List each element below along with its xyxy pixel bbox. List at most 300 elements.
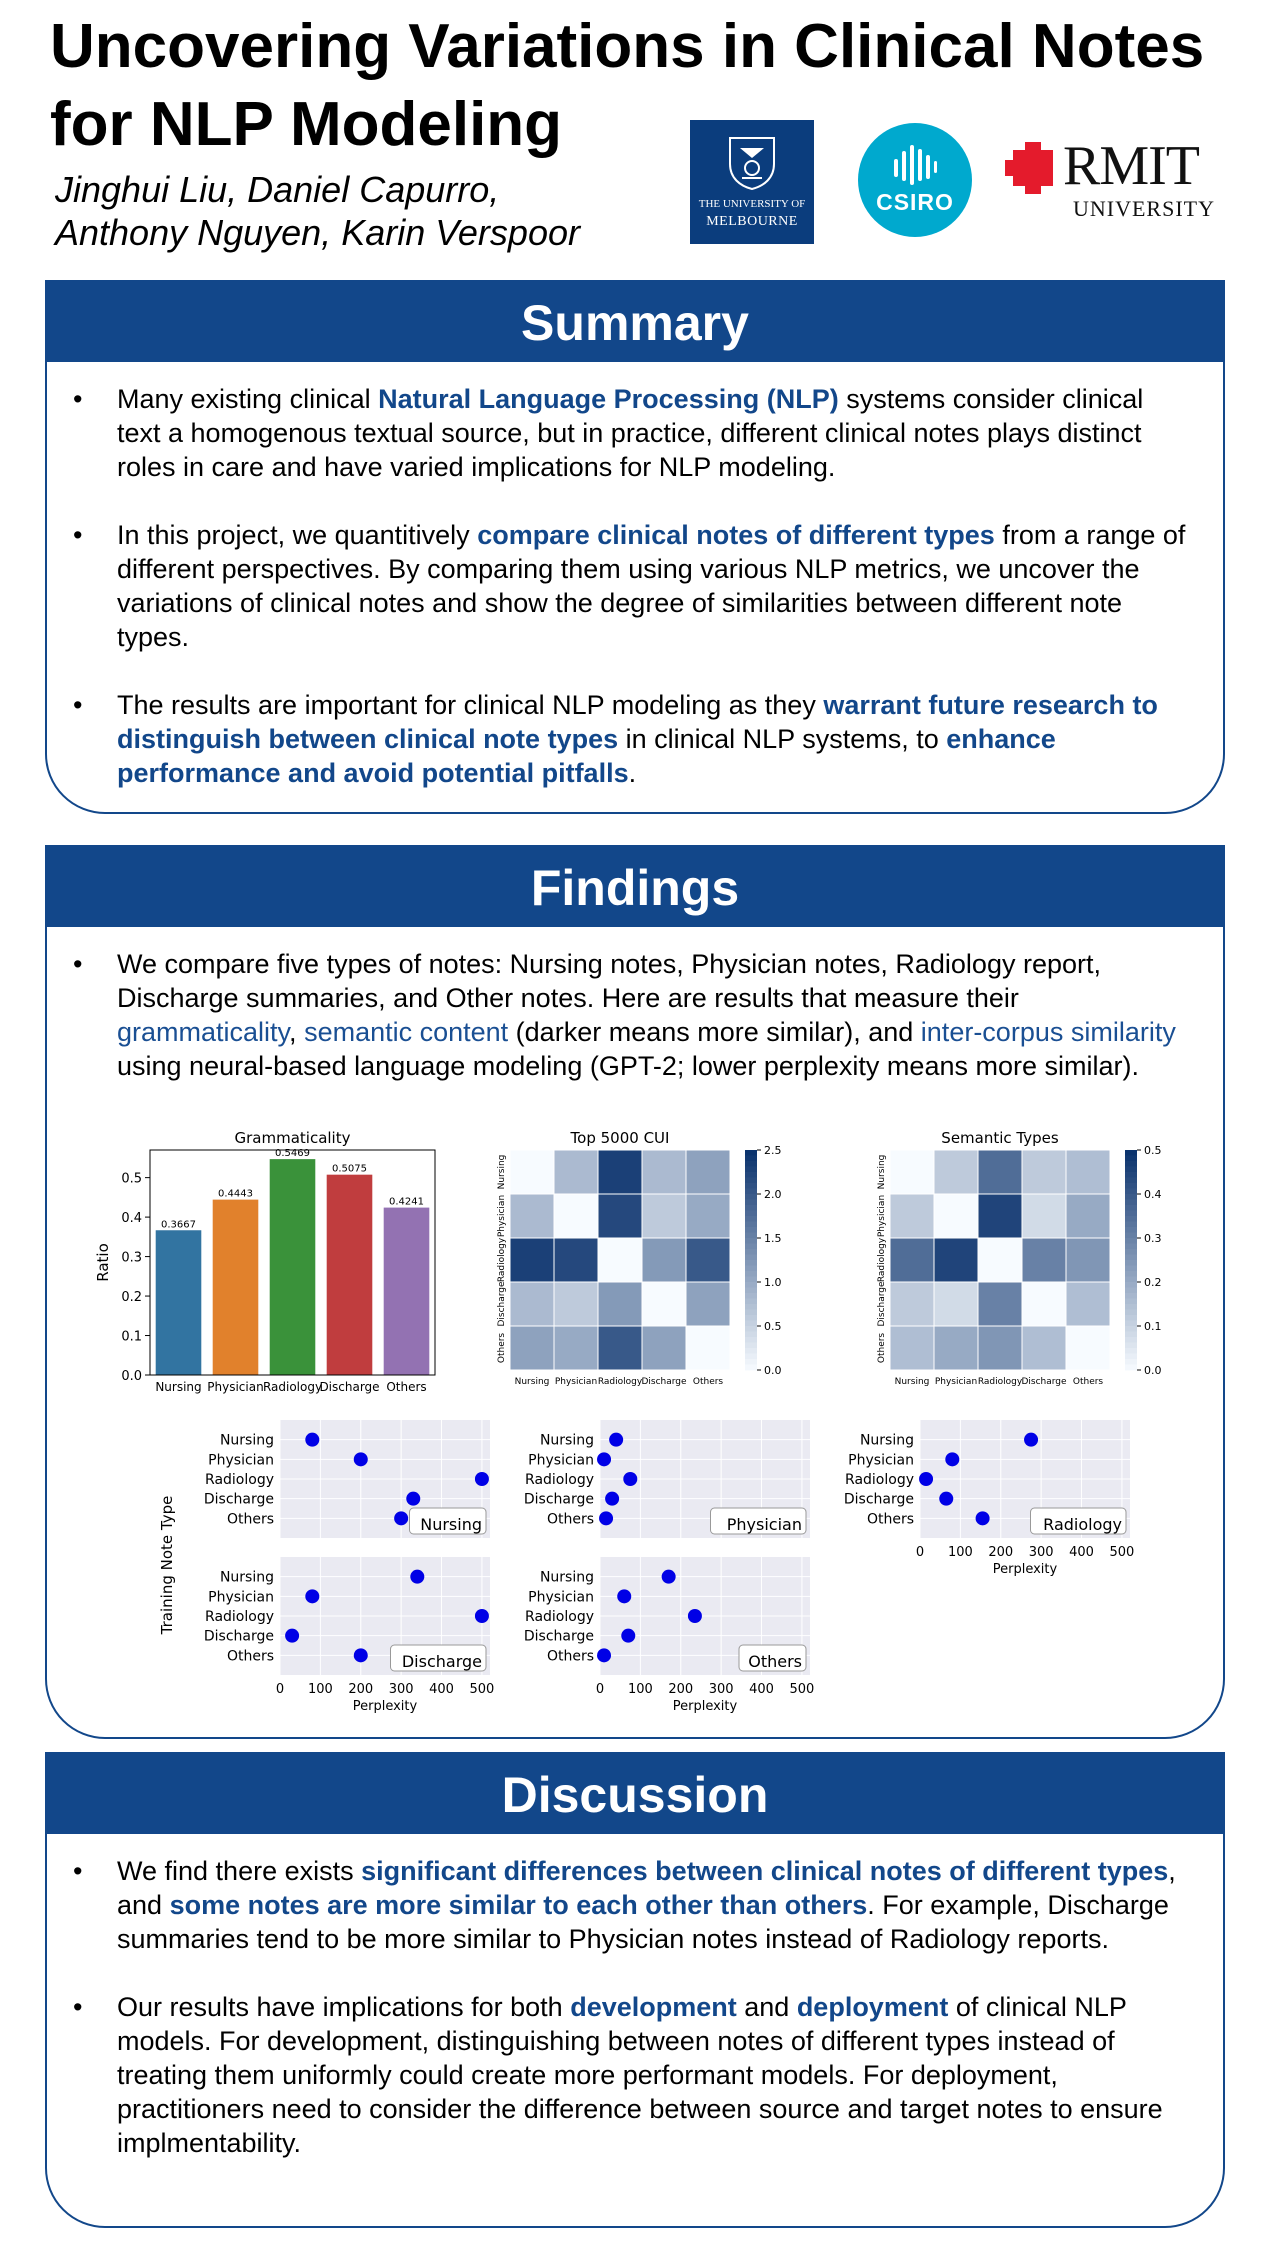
colorbar-segment xyxy=(745,1194,757,1200)
colorbar-segment xyxy=(1125,1183,1137,1189)
university-of-melbourne-logo xyxy=(690,120,814,244)
colorbar-tick-label: 1.5 xyxy=(764,1232,782,1245)
scatter-point xyxy=(475,1472,489,1486)
y-tick-label: Others xyxy=(226,1648,274,1665)
bullet-text: . xyxy=(628,758,637,788)
heatmap-cell xyxy=(1066,1238,1110,1282)
scatter-point xyxy=(919,1472,933,1486)
poster-title: Uncovering Variations in Clinical Notes for NLP Modeling xyxy=(50,12,1205,159)
colorbar-segment xyxy=(745,1293,757,1299)
x-tick-label: 200 xyxy=(988,1545,1014,1560)
x-axis-label: Perplexity xyxy=(352,1699,418,1714)
bar-value-label: 0.4241 xyxy=(389,1196,424,1208)
heatmap-cell xyxy=(978,1194,1022,1238)
summary-panel xyxy=(45,280,1225,814)
colorbar-segment xyxy=(1125,1260,1137,1266)
y-tick-label: Discharge xyxy=(203,1628,274,1645)
csiro-logo-text: CSIRO xyxy=(876,189,954,215)
colorbar-tick-label: 2.5 xyxy=(764,1144,782,1157)
colorbar-segment xyxy=(1125,1205,1137,1211)
scatter-point xyxy=(305,1589,319,1603)
heatmap-cell xyxy=(934,1282,978,1326)
bullet-text: in clinical NLP systems, to xyxy=(618,724,947,754)
x-tick-label: 100 xyxy=(947,1545,973,1560)
y-tick-label: Nursing xyxy=(877,1154,887,1190)
heatmap-cell xyxy=(598,1238,642,1282)
heatmap-cell xyxy=(1066,1282,1110,1326)
x-tick-label: 300 xyxy=(1028,1545,1054,1560)
colorbar-segment xyxy=(745,1161,757,1167)
findings-bullets xyxy=(47,947,1187,1083)
y-tick-label: Nursing xyxy=(219,1432,274,1449)
colorbar-segment xyxy=(745,1332,757,1338)
heatmap-cell xyxy=(642,1150,686,1194)
scatter-point xyxy=(945,1452,959,1466)
colorbar-segment xyxy=(745,1178,757,1184)
bullet-highlight: grammaticality xyxy=(117,1017,290,1047)
y-tick-label: 0.1 xyxy=(121,1329,142,1345)
y-tick-label: Physician xyxy=(208,1589,274,1606)
heatmap-cell xyxy=(890,1282,934,1326)
heatmap-cell xyxy=(686,1238,730,1282)
bullet-highlight: development xyxy=(570,1992,737,2022)
colorbar-segment xyxy=(745,1249,757,1255)
heatmap-cell xyxy=(978,1150,1022,1194)
colorbar-segment xyxy=(745,1233,757,1239)
colorbar-segment xyxy=(745,1200,757,1206)
discussion-bullet-1 xyxy=(47,1854,1187,1956)
x-tick-label: Discharge xyxy=(319,1380,380,1394)
colorbar-segment xyxy=(745,1266,757,1272)
scatter-point xyxy=(354,1452,368,1466)
y-tick-label: Radiology xyxy=(205,1609,274,1625)
heatmap-cell xyxy=(642,1326,686,1370)
heatmap-cell xyxy=(1066,1326,1110,1370)
y-tick-label: Others xyxy=(546,1511,594,1528)
x-tick-label: Others xyxy=(386,1380,427,1394)
colorbar-segment xyxy=(1125,1326,1137,1332)
heatmap-cell xyxy=(510,1326,554,1370)
heatmap-cell xyxy=(642,1238,686,1282)
x-tick-label: 500 xyxy=(789,1682,815,1697)
y-tick-label: Discharge xyxy=(877,1281,887,1327)
scatter-point xyxy=(609,1433,623,1447)
y-tick-label: Others xyxy=(866,1511,914,1528)
y-tick-label: Others xyxy=(546,1648,594,1665)
colorbar-segment xyxy=(1125,1255,1137,1261)
scatter-point xyxy=(305,1433,319,1447)
bullet-text: using neural-based language modeling (GPT-2; lower perplexity means more similar). xyxy=(117,1051,1139,1081)
y-axis-label: Ratio xyxy=(94,1243,112,1282)
x-tick-label: 200 xyxy=(348,1682,374,1697)
x-tick-label: Radiology xyxy=(597,1377,643,1387)
y-tick-label: Nursing xyxy=(219,1569,274,1586)
y-tick-label: Nursing xyxy=(539,1569,594,1586)
colorbar-segment xyxy=(745,1167,757,1173)
colorbar-segment xyxy=(1125,1332,1137,1338)
colorbar-tick-label: 0.0 xyxy=(1144,1364,1162,1377)
x-tick-label: Discharge xyxy=(641,1377,687,1387)
authors-line-2: Anthony Nguyen, Karin Verspoor xyxy=(55,212,580,253)
semantic-types-heatmap xyxy=(845,1128,1175,1403)
y-tick-label: Physician xyxy=(848,1452,914,1469)
scatter-point xyxy=(623,1472,637,1486)
x-tick-label: 500 xyxy=(1109,1545,1135,1560)
heatmap-cell xyxy=(686,1282,730,1326)
x-tick-label: 0 xyxy=(915,1545,925,1560)
y-tick-label: Physician xyxy=(497,1194,507,1238)
perplexity-scatter-grid xyxy=(150,1405,1150,1715)
colorbar-segment xyxy=(745,1244,757,1250)
colorbar-segment xyxy=(745,1365,757,1371)
heatmap-cell xyxy=(598,1194,642,1238)
colorbar-segment xyxy=(1125,1211,1137,1217)
heatmap-cell xyxy=(554,1238,598,1282)
bar-value-label: 0.5075 xyxy=(332,1163,367,1175)
y-axis-label: Training Note Type xyxy=(158,1495,176,1635)
scatter-point xyxy=(394,1511,408,1525)
scatter-point xyxy=(688,1609,702,1623)
colorbar-segment xyxy=(745,1183,757,1189)
x-tick-label: 0 xyxy=(595,1682,605,1697)
bullet-text: of clinical NLP models. For development, distinguishing between notes of different types instead of treating them uniformly could create more performant models. For deployment, practitioners need to consider the difference between source and target notes to ensure implmentability. xyxy=(117,1992,1163,2158)
heatmap-cell xyxy=(978,1282,1022,1326)
x-tick-label: Physician xyxy=(934,1377,978,1387)
bullet-text: , xyxy=(289,1017,305,1047)
heatmap-cell xyxy=(934,1150,978,1194)
panel-label: Discharge xyxy=(401,1652,482,1671)
summary-bullets xyxy=(47,382,1187,790)
heatmap-cell xyxy=(978,1326,1022,1370)
heatmap-cell xyxy=(934,1194,978,1238)
colorbar-segment xyxy=(1125,1156,1137,1162)
bullet-highlight: significant differences between clinical notes of different types xyxy=(361,1856,1169,1886)
colorbar-segment xyxy=(745,1321,757,1327)
y-tick-label: Nursing xyxy=(859,1432,914,1449)
bullet-text: We find there exists xyxy=(117,1856,362,1886)
discussion-heading: Discussion xyxy=(47,1754,1223,1834)
colorbar-tick-label: 0.0 xyxy=(764,1364,782,1377)
scatter-point xyxy=(475,1609,489,1623)
heatmap-cell xyxy=(510,1150,554,1194)
colorbar-segment xyxy=(745,1354,757,1360)
bullet-text: The results are important for clinical NLP modeling as they xyxy=(117,690,824,720)
grammaticality-bar-chart xyxy=(90,1128,450,1403)
colorbar-segment xyxy=(1125,1233,1137,1239)
y-tick-label: Nursing xyxy=(539,1432,594,1449)
y-tick-label: Radiology xyxy=(525,1472,594,1488)
colorbar-segment xyxy=(1125,1321,1137,1327)
heatmap-cell xyxy=(686,1326,730,1370)
bullet-text: , and xyxy=(117,1856,1176,1920)
y-tick-label: Discharge xyxy=(497,1281,507,1327)
colorbar-segment xyxy=(745,1260,757,1266)
scatter-point xyxy=(976,1511,990,1525)
heatmap-cell xyxy=(554,1194,598,1238)
colorbar-tick-label: 1.0 xyxy=(764,1276,782,1289)
x-tick-label: 300 xyxy=(388,1682,414,1697)
colorbar-segment xyxy=(745,1189,757,1195)
x-tick-label: Others xyxy=(692,1377,724,1387)
scatter-point xyxy=(406,1492,420,1506)
colorbar-segment xyxy=(745,1348,757,1354)
scatter-point xyxy=(597,1452,611,1466)
x-tick-label: Discharge xyxy=(1021,1377,1067,1387)
heatmap-cell xyxy=(978,1238,1022,1282)
colorbar-segment xyxy=(1125,1222,1137,1228)
bullet-text: and xyxy=(736,1992,797,2022)
panel-label: Nursing xyxy=(420,1515,482,1534)
discussion-panel xyxy=(45,1752,1225,2228)
heatmap-cell xyxy=(642,1194,686,1238)
bullet-text: from a range of different perspectives. By comparing them using various NLP metrics, we uncover the variations of clinical notes and show the degree of similarities between different note types. xyxy=(117,520,1186,652)
colorbar-segment xyxy=(1125,1293,1137,1299)
heatmap-cell xyxy=(598,1150,642,1194)
colorbar-segment xyxy=(745,1227,757,1233)
colorbar-segment xyxy=(1125,1150,1137,1156)
heatmap-cell xyxy=(1066,1194,1110,1238)
bar xyxy=(384,1208,430,1375)
csiro-logo xyxy=(858,123,972,237)
y-tick-label: Discharge xyxy=(523,1628,594,1645)
rmit-university-logo xyxy=(1005,135,1235,221)
bullet-highlight: enhance performance and avoid potential pitfalls xyxy=(117,724,1056,788)
colorbar-segment xyxy=(1125,1161,1137,1167)
discussion-bullets xyxy=(47,1854,1187,2160)
scatter-point xyxy=(285,1629,299,1643)
colorbar-segment xyxy=(745,1150,757,1156)
colorbar-segment xyxy=(1125,1194,1137,1200)
colorbar-segment xyxy=(745,1172,757,1178)
colorbar-segment xyxy=(1125,1238,1137,1244)
x-tick-label: 400 xyxy=(749,1682,774,1697)
csiro-bars-icon xyxy=(892,145,938,185)
colorbar-tick-label: 0.5 xyxy=(764,1320,782,1333)
x-tick-label: Nursing xyxy=(894,1377,930,1387)
scatter-point xyxy=(617,1589,631,1603)
colorbar-segment xyxy=(1125,1348,1137,1354)
x-tick-label: Physician xyxy=(554,1377,598,1387)
x-axis-label: Perplexity xyxy=(672,1699,738,1714)
colorbar-tick-label: 0.4 xyxy=(1144,1188,1162,1201)
heatmap-cell xyxy=(510,1282,554,1326)
bullet-text: (darker means more similar), and xyxy=(508,1017,921,1047)
colorbar-segment xyxy=(1125,1266,1137,1272)
y-tick-label: 0.2 xyxy=(121,1290,142,1306)
colorbar-segment xyxy=(745,1271,757,1277)
bullet-highlight: inter-corpus similarity xyxy=(920,1017,1176,1047)
bar-value-label: 0.5469 xyxy=(275,1148,310,1160)
heatmap-cell xyxy=(598,1282,642,1326)
colorbar-tick-label: 0.2 xyxy=(1144,1276,1162,1289)
scatter-point xyxy=(939,1492,953,1506)
bullet-highlight: Natural Language Processing (NLP) xyxy=(378,384,839,414)
panel-label: Radiology xyxy=(1043,1515,1122,1534)
x-tick-label: Others xyxy=(1072,1377,1104,1387)
heatmap-cell xyxy=(554,1150,598,1194)
heatmap-cell xyxy=(510,1238,554,1282)
colorbar-segment xyxy=(745,1156,757,1162)
bullet-text: Our results have implications for both xyxy=(117,1992,571,2022)
heatmap-cell xyxy=(686,1194,730,1238)
heatmap-cell xyxy=(686,1150,730,1194)
y-tick-label: Radiology xyxy=(497,1237,507,1283)
y-tick-label: Nursing xyxy=(497,1154,507,1190)
colorbar-segment xyxy=(745,1255,757,1261)
heatmap-cell xyxy=(1022,1238,1066,1282)
colorbar-segment xyxy=(745,1211,757,1217)
bullet-text: Many existing clinical xyxy=(117,384,379,414)
heatmap-cell xyxy=(510,1194,554,1238)
colorbar-segment xyxy=(745,1343,757,1349)
colorbar-segment xyxy=(1125,1216,1137,1222)
scatter-point xyxy=(1024,1433,1038,1447)
bullet-text: systems consider clinical text a homogenous textual source, but in practice, different clinical notes plays distinct roles in care and have varied implications for NLP modeling. xyxy=(117,384,1144,482)
findings-bullet-1 xyxy=(47,947,1187,1083)
rmit-logo-text: RMIT xyxy=(1063,135,1199,197)
x-tick-label: 100 xyxy=(307,1682,333,1697)
colorbar-segment xyxy=(1125,1288,1137,1294)
bar xyxy=(213,1200,259,1375)
rmit-logo-subtext: UNIVERSITY xyxy=(1073,196,1215,221)
panel-label: Others xyxy=(748,1652,802,1671)
x-tick-label: 400 xyxy=(429,1682,454,1697)
top-5000-cui-heatmap xyxy=(465,1128,815,1403)
x-tick-label: Nursing xyxy=(514,1377,550,1387)
bullet-text: We compare five types of notes: Nursing notes, Physician notes, Radiology report, Discharge summaries, and Other notes. Here are results that measure their xyxy=(117,949,1101,1013)
colorbar-segment xyxy=(1125,1277,1137,1283)
x-tick-label: Nursing xyxy=(155,1380,202,1394)
colorbar-segment xyxy=(745,1222,757,1228)
y-tick-label: Others xyxy=(497,1332,507,1364)
colorbar-segment xyxy=(1125,1310,1137,1316)
scatter-point xyxy=(605,1492,619,1506)
heatmap-cell xyxy=(1022,1282,1066,1326)
y-tick-label: Physician xyxy=(528,1452,594,1469)
colorbar-segment xyxy=(745,1315,757,1321)
x-tick-label: 100 xyxy=(627,1682,653,1697)
authors xyxy=(55,168,580,254)
colorbar-segment xyxy=(1125,1200,1137,1206)
colorbar-segment xyxy=(745,1238,757,1244)
colorbar-segment xyxy=(1125,1227,1137,1233)
colorbar-segment xyxy=(745,1337,757,1343)
y-tick-label: Others xyxy=(877,1332,887,1364)
chart-title: Grammaticality xyxy=(234,1129,351,1147)
y-tick-label: Physician xyxy=(528,1589,594,1606)
colorbar-segment xyxy=(745,1288,757,1294)
bullet-text: . For example, Discharge summaries tend to be more similar to Physician notes instead of Radiology reports. xyxy=(117,1890,1169,1954)
heatmap-cell xyxy=(890,1238,934,1282)
heatmap-cell xyxy=(890,1326,934,1370)
colorbar-segment xyxy=(1125,1365,1137,1371)
scatter-point xyxy=(410,1570,424,1584)
colorbar-segment xyxy=(1125,1315,1137,1321)
heatmap-cell xyxy=(642,1282,686,1326)
colorbar-segment xyxy=(1125,1337,1137,1343)
x-tick-label: Radiology xyxy=(262,1380,323,1394)
bullet-highlight: some notes are more similar to each other than others xyxy=(169,1890,868,1920)
bullet-text: In this project, we quantitively xyxy=(117,520,478,550)
bullet-highlight: compare clinical notes of different types xyxy=(477,520,995,550)
colorbar-segment xyxy=(1125,1167,1137,1173)
x-tick-label: 500 xyxy=(469,1682,495,1697)
melbourne-logo-line-1: THE UNIVERSITY OF xyxy=(698,198,806,210)
colorbar-segment xyxy=(1125,1359,1137,1365)
discussion-bullet-2 xyxy=(47,1990,1187,2160)
colorbar-segment xyxy=(1125,1299,1137,1305)
scatter-point xyxy=(354,1648,368,1662)
findings-heading: Findings xyxy=(47,847,1223,927)
y-tick-label: Discharge xyxy=(523,1491,594,1508)
y-tick-label: 0.5 xyxy=(121,1171,142,1187)
colorbar-segment xyxy=(745,1326,757,1332)
colorbar-segment xyxy=(1125,1304,1137,1310)
bullet-highlight: warrant future research to distinguish between clinical note types xyxy=(117,690,1158,754)
panel-label: Physician xyxy=(726,1515,802,1534)
x-tick-label: Radiology xyxy=(977,1377,1023,1387)
colorbar-segment xyxy=(745,1277,757,1283)
y-tick-label: Physician xyxy=(877,1194,887,1238)
bar xyxy=(156,1230,202,1375)
scatter-point xyxy=(662,1570,676,1584)
bar xyxy=(327,1175,373,1375)
x-tick-label: 200 xyxy=(668,1682,694,1697)
scatter-point xyxy=(599,1511,613,1525)
summary-heading: Summary xyxy=(47,282,1223,362)
y-tick-label: Discharge xyxy=(203,1491,274,1508)
y-tick-label: Physician xyxy=(208,1452,274,1469)
heatmap-cell xyxy=(934,1238,978,1282)
bullet-highlight: semantic content xyxy=(304,1017,509,1047)
colorbar-segment xyxy=(745,1359,757,1365)
colorbar-segment xyxy=(1125,1189,1137,1195)
bar-value-label: 0.3667 xyxy=(161,1219,196,1231)
scatter-point xyxy=(597,1648,611,1662)
colorbar-segment xyxy=(1125,1343,1137,1349)
bullet-highlight: deployment xyxy=(796,1992,949,2022)
colorbar-tick-label: 0.5 xyxy=(1144,1144,1162,1157)
colorbar-segment xyxy=(1125,1271,1137,1277)
heatmap-cell xyxy=(890,1150,934,1194)
heatmap-cell xyxy=(1066,1150,1110,1194)
colorbar-segment xyxy=(1125,1172,1137,1178)
colorbar-tick-label: 2.0 xyxy=(764,1188,782,1201)
heatmap-title: Top 5000 CUI xyxy=(570,1129,670,1147)
y-tick-label: 0.3 xyxy=(121,1250,142,1266)
x-tick-label: 0 xyxy=(275,1682,285,1697)
melbourne-crest-icon xyxy=(726,134,778,190)
colorbar-segment xyxy=(1125,1244,1137,1250)
y-tick-label: Others xyxy=(226,1511,274,1528)
colorbar-segment xyxy=(745,1299,757,1305)
heatmap-cell xyxy=(1022,1194,1066,1238)
y-tick-label: 0.0 xyxy=(121,1369,142,1384)
y-tick-label: Radiology xyxy=(845,1472,914,1488)
melbourne-logo-line-2: MELBOURNE xyxy=(706,214,798,229)
colorbar-segment xyxy=(745,1216,757,1222)
bar-value-label: 0.4443 xyxy=(218,1188,253,1200)
heatmap-cell xyxy=(934,1326,978,1370)
y-tick-label: Discharge xyxy=(843,1491,914,1508)
colorbar-segment xyxy=(745,1205,757,1211)
heatmap-cell xyxy=(1022,1150,1066,1194)
x-tick-label: Physician xyxy=(207,1380,264,1394)
summary-bullet-1 xyxy=(47,382,1187,484)
colorbar-tick-label: 0.3 xyxy=(1144,1232,1162,1245)
x-tick-label: 300 xyxy=(708,1682,734,1697)
y-tick-label: Radiology xyxy=(525,1609,594,1625)
